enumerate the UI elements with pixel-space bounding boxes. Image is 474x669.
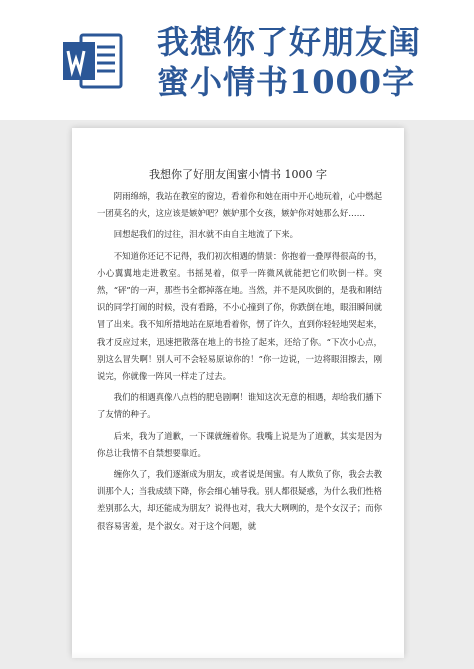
word-document-icon (63, 32, 123, 90)
header-banner (0, 0, 474, 120)
banner-title (157, 22, 457, 102)
paragraph: 不知道你还记不记得，我们初次相遇的情景：你抱着一叠厚得很高的书，小心翼翼地走进教室。书摇晃着，似乎一阵微风就能把它们吹倒一样。突然，“砰”的一声，那些书全都掉落在地。当然，并不是风吹倒的，是我和刚结识的同学打闹的时候，没有看路，不小心撞到了你，你跌倒在地，眼泪瞬间就冒了出来。我不知所措地站在原地看着你，愣了许久，直到你轻轻地哭起来，我才反应过来，迅速把散落在地上的书捡了起来，还给了你。“下次小心点，别这么冒失啊！别人可不会轻易原谅你的！”你一边说，一边将眼泪擦去，刚说完，你就像一阵风一样走了过去。 (97, 250, 382, 382)
paragraph: 后来，我为了道歉，一下课就缠着你。我嘴上说是为了道歉，其实是因为你总让我情不自禁想要靠近。 (97, 430, 382, 458)
document-body (97, 188, 382, 539)
banner-title-line-1: 我想你了好朋友闺 (157, 23, 422, 61)
paragraph: 我们的相遇真像八点档的肥皂剧啊！谁知这次无意的相遇，却给我们播下了友情的种子。 (97, 392, 382, 420)
paragraph: 阴雨绵绵，我站在教室的窗边，看着你和她在雨中开心地玩着，心中燃起一团莫名的火，这应该是嫉妒吧？嫉妒那个女孩，嫉妒你对她那么好…… (97, 191, 382, 219)
paragraph: 回想起我们的过往，泪水就不由自主地流了下来。 (113, 229, 299, 240)
banner-title-line-2: 蜜小情书1000字 (157, 63, 416, 101)
document-page (72, 128, 404, 658)
bottom-fade (0, 652, 474, 669)
paragraph: 缠你久了，我们逐渐成为朋友，或者说是闺蜜。有人欺负了你，我会去教训那个人；当我成绩下降，你会细心辅导我。别人都很疑惑，为什么我们性格差别那么大，却还能成为朋友？说得也对，我大大咧咧的，是个女汉子；而你很容易害羞，是个淑女。对于这个问题，就 (97, 469, 382, 531)
document-title: 我想你了好朋友闺蜜小情书 1000 字 (149, 168, 327, 181)
